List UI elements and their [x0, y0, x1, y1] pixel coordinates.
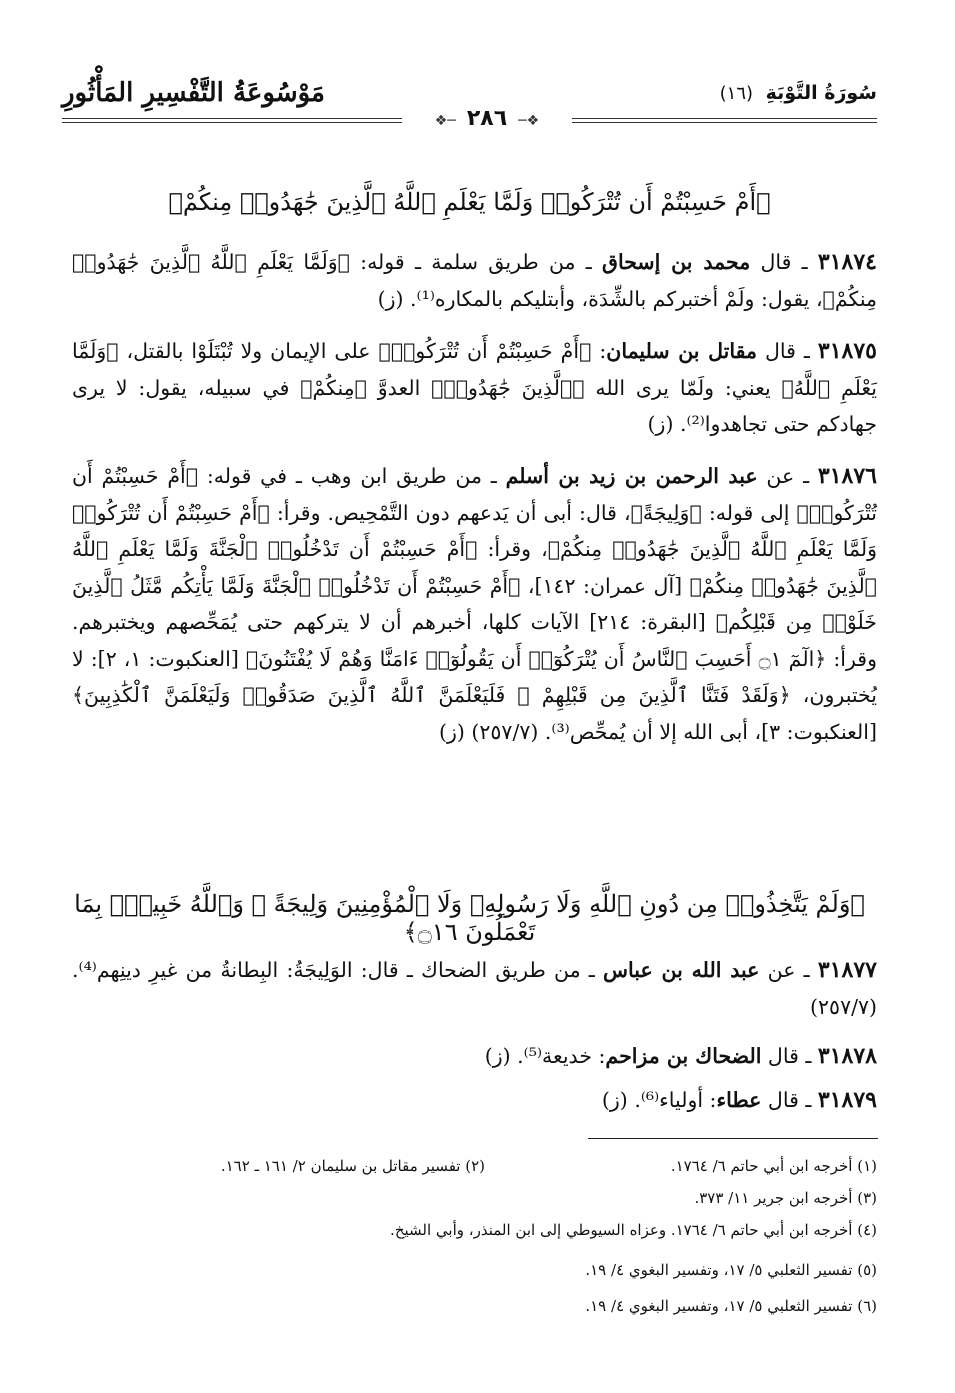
- footnote-6: (٦) تفسير الثعلبي ٥/ ١٧، وتفسير البغوي ٤/ ١٩.: [585, 1297, 877, 1315]
- page-header: [62, 70, 877, 130]
- footnote-1: (١) أخرجه ابن أبي حاتم ٦/ ١٧٦٤.: [670, 1157, 877, 1175]
- entry-number: ٣١٨٧٥: [817, 338, 877, 364]
- entry-text: ـ من طريق الضحاك ـ قال: الوَلِيجَةُ: البِطانةُ من غيرِ دينِهم⁽⁴⁾. (٢٥٧/٧): [72, 958, 877, 1019]
- entry-text: : أولياء⁽⁶⁾. (ز): [601, 1088, 717, 1112]
- narrator-name: محمد بن إسحاق: [602, 250, 751, 274]
- surah-name: سُورَةُ التَّوْبَةِ: [765, 82, 877, 104]
- entry-connector: ـ قال: [750, 250, 818, 274]
- ornament-icon: ❖─: [518, 113, 540, 129]
- entry-text: ـ من طريق ابن وهب ـ في قوله: ﴿أَمْ حَسِبْتُمْ أَن تُتْرَكُوا۟﴾ إلى قوله: ﴿وَلِيجَةً﴾، قال: أبى أن يَدعهم دون التَّمْحِيص. وقرأ: ﴿أَمْ حَسِبْتُمْ أَن تُتْرَكُوا۟ وَلَمَّا يَعْلَمِ ٱللَّهُ ٱلَّذِينَ جَٰهَدُوا۟ مِنكُمْ﴾، وقرأ: ﴿أَمْ حَسِبْتُمْ أَن تَدْخُلُوا۟ ٱلْجَنَّةَ وَلَمَّا يَعْلَمِ ٱللَّهُ ٱلَّذِينَ جَٰهَدُوا۟ مِنكُمْ﴾ [آل عمران: ١٤٢]، ﴿أَمْ حَسِبْتُمْ أَن تَدْخُلُوا۟ ٱلْجَنَّةَ وَلَمَّا يَأْتِكُم مَّثَلُ ٱلَّذِينَ خَلَوْا۟ مِن قَبْلِكُم﴾ [البقرة: ٢١٤] الآيات كلها، أخبرهم أن لا يتركهم حتى يُمَحِّصهم ويختبرهم. وقرأ: ﴿الٓمٓ ۝١ أَحَسِبَ ٱلنَّاسُ أَن يُتْرَكُوٓا۟ أَن يَقُولُوٓا۟ ءَامَنَّا وَهُمْ لَا يُفْتَنُونَ﴾ [العنكبوت: ١، ٢]: لا يُختبرون، ﴿وَلَقَدْ فَتَنَّا ٱلَّذِينَ مِن قَبْلِهِمْ ۖ فَلَيَعْلَمَنَّ ٱللَّهُ ٱلَّذِينَ صَدَقُوا۟ وَلَيَعْلَمَنَّ ٱلْكَٰذِبِينَ﴾ [العنكبوت: ٣]، أبى الله إلا أن يُمحِّص⁽³⁾. (٢٥٧/٧) (ز): [72, 464, 877, 744]
- verse-heading-2: ﴿وَلَمْ يَتَّخِذُوا۟ مِن دُونِ ٱللَّهِ وَلَا رَسُولِهِۦ وَلَا ٱلْمُؤْمِنِينَ وَلِيجَةً ۚ وَٱللَّهُ خَبِيرٌۢ بِمَا تَعْمَلُونَ ۝١٦﴾: [74, 890, 865, 946]
- entry-number: ٣١٨٧٦: [817, 463, 877, 489]
- page-number: ٢٨٦: [466, 106, 508, 131]
- entry-31876: [72, 458, 877, 750]
- entry-connector: ـ قال: [761, 1044, 818, 1068]
- page-number-box: [402, 106, 572, 132]
- verse-range: (١٦): [719, 83, 754, 104]
- footnote-3: (٣) أخرجه ابن جرير ١١/ ٣٧٣.: [694, 1189, 877, 1207]
- entry-connector: ـ قال: [756, 339, 818, 363]
- entry-connector: ـ عن: [757, 464, 818, 488]
- footnote-5: (٥) تفسير الثعلبي ٥/ ١٧، وتفسير البغوي ٤/ ١٩.: [585, 1261, 877, 1279]
- narrator-name: الضحاك بن مزاحم: [605, 1044, 762, 1068]
- footnote-rule: [588, 1138, 878, 1139]
- entry-number: ٣١٨٧٩: [817, 1087, 877, 1113]
- verse-heading-1: ﴿أَمْ حَسِبْتُمْ أَن تُتْرَكُوا۟ وَلَمَّا يَعْلَمِ ٱللَّهُ ٱلَّذِينَ جَٰهَدُوا۟ مِنكُمْ﴾: [168, 188, 771, 216]
- entry-31877: [72, 952, 877, 1025]
- footnote-2: (٢) تفسير مقاتل بن سليمان ٢/ ١٦١ ـ ١٦٢.: [220, 1157, 485, 1175]
- entry-text: : ﴿أَمْ حَسِبْتُمْ أَن تُتْرَكُوا۟﴾ على الإيمان ولا تُبْتَلَوْا بالقتل، ﴿وَلَمَّا يَعْلَمِ ٱللَّهُ﴾ يعني: ولَمّا يرى الله ﴿ٱلَّذِينَ جَٰهَدُوا۟﴾ العدوَّ ﴿مِنكُمْ﴾ في سبيله، يقول: لا يرى جهادكم حتى تجاهدوا⁽²⁾. (ز): [72, 339, 877, 436]
- entry-number: ٣١٨٧٧: [817, 957, 877, 983]
- entry-text: : خديعة⁽⁵⁾. (ز): [484, 1044, 606, 1068]
- entry-31875: [72, 333, 877, 443]
- entry-connector: ـ عن: [759, 958, 818, 982]
- entry-number: ٣١٨٧٨: [817, 1043, 877, 1069]
- footnote-4: (٤) أخرجه ابن أبي حاتم ٦/ ١٧٦٤. وعزاه السيوطي إلى ابن المنذر، وأبي الشيخ.: [390, 1221, 877, 1239]
- entry-connector: ـ قال: [761, 1088, 818, 1112]
- surah-heading: [720, 82, 877, 104]
- entry-31878: [72, 1038, 877, 1075]
- narrator-name: عبد الرحمن بن زيد بن أسلم: [505, 464, 758, 488]
- ornament-icon: ─❖: [434, 113, 456, 129]
- entry-31874: [72, 244, 877, 317]
- book-title: مَوْسُوعَةُ التَّفْسِيرِ المَأْثُورِ: [62, 78, 325, 108]
- entry-text: ـ من طريق سلمة ـ قوله: ﴿وَلَمَّا يَعْلَمِ ٱللَّهُ ٱلَّذِينَ جَٰهَدُوا۟ مِنكُمْ﴾، يقول: ولَمْ أختبركم بالشِّدَة، وأبتليكم بالمكاره⁽¹⁾. (ز): [72, 250, 877, 311]
- narrator-name: عطاء: [716, 1088, 762, 1112]
- narrator-name: مقاتل بن سليمان: [606, 339, 757, 363]
- entry-31879: [72, 1082, 877, 1119]
- entry-number: ٣١٨٧٤: [817, 249, 877, 275]
- narrator-name: عبد الله بن عباس: [603, 958, 760, 982]
